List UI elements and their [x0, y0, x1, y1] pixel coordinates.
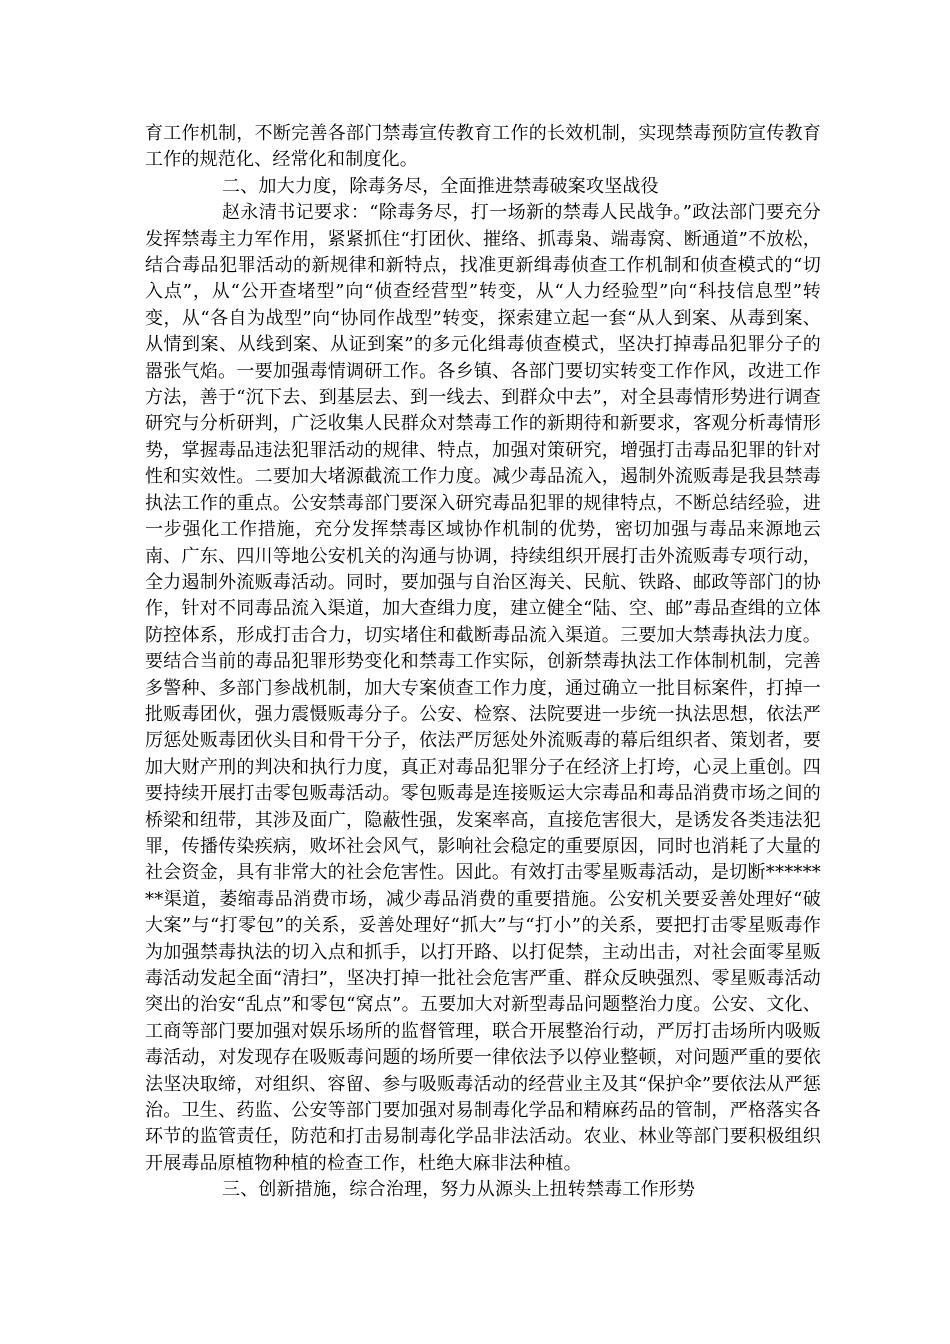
- document-body: [145, 121, 821, 1204]
- intro-paragraph: 育工作机制，不断完善各部门禁毒宣传教育工作的长效机制，实现禁毒预防宣传教育工作的规范化、经常化和制度化。: [145, 123, 821, 171]
- body-paragraph: 赵永清书记要求：“除毒务尽，打一场新的禁毒人民战争。”政法部门要充分发挥禁毒主力军作用，紧紧抓住“打团伙、摧络、抓毒枭、端毒窝、断通道”不放松，结合毒品犯罪活动的新规律和新特点，找准更新缉毒侦查工作机制和侦查模式的“切入点”，从“公开查堵型”向“侦查经营型”转变，从“人力经验型”向“科技信息型”转变，从“各自为战型”向“协同作战型”转变，探索建立起一套“从人到案、从毒到案、从情到案、从线到案、从证到案”的多元化缉毒侦查模式，坚决打掉毒品犯罪分子的嚣张气焰。一要加强毒情调研工作。各乡镇、各部门要切实转变工作作风，改进工作方法，善于“沉下去、到基层去、到一线去、到群众中去”，对全县毒情形势进行调查研究与分析研判，广泛收集人民群众对禁毒工作的新期待和新要求，客观分析毒情形势，掌握毒品违法犯罪活动的规律、特点，加强对策研究，增强打击毒品犯罪的针对性和实效性。二要加大堵源截流工作力度。减少毒品流入，遏制外流贩毒是我县禁毒执法工作的重点。公安禁毒部门要深入研究毒品犯罪的规律特点，不断总结经验，进一步强化工作措施，充分发挥禁毒区域协作机制的优势，密切加强与毒品来源地云南、广东、四川等地公安机关的沟通与协调，持续组织开展打击外流贩毒专项行动，全力遏制外流贩毒活动。同时，要加强与自治区海关、民航、铁路、邮政等部门的协作，针对不同毒品流入渠道，加大查缉力度，建立健全“陆、空、邮”毒品查缉的立体防控体系，形成打击合力，切实堵住和截断毒品流入渠道。三要加大禁毒执法力度。要结合当前的毒品犯罪形势变化和禁毒工作实际，创新禁毒执法工作体制机制，完善多警种、多部门参战机制，加大专案侦查工作力度，通过确立一批目标案件，打掉一批贩毒团伙，强力震慑贩毒分子。公安、检察、法院要进一步统一执法思想，依法严厉惩处贩毒团伙头目和骨干分子，依法严厉惩处外流贩毒的幕后组织者、策划者，要加大财产刑的判决和执行力度，真正对毒品犯罪分子在经济上打垮，心灵上重创。四要持续开展打击零包贩毒活动。零包贩毒是连接贩运大宗毒品和毒品消费市场之间的桥梁和纽带，其涉及面广，隐蔽性强，发案率高，直接危害很大，是诱发各类违法犯罪，传播传染疾病，败坏社会风气，影响社会稳定的重要原因，同时也消耗了大量的社会资金，具有非常大的社会危害性。因此。有效打击零星贩毒活动，是切断********渠道，萎缩毒品消费市场，减少毒品消费的重要措施。公安机关要妥善处理好“破大案”与“打零包”的关系，妥善处理好“抓大”与“打小”的关系，要把打击零星贩毒作为加强禁毒执法的切入点和抓手，以打开路、以打促禁，主动出击，对社会面零星贩毒活动发起全面“清扫”，坚决打掉一批社会危害严重、群众反映强烈、零星贩毒活动突出的治安“乱点”和零包“窝点”。五要加大对新型毒品问题整治力度。公安、文化、工商等部门要加强对娱乐场所的监督管理，联合开展整治行动，严厉打击场所内吸贩毒活动，对发现存在吸贩毒问题的场所要一律依法予以停业整顿，对问题严重的要依法坚决取缔，对组织、容留、参与吸贩毒活动的经营业主及其“保护伞”要依法从严惩治。卫生、药监、公安等部门要加强对易制毒化学品和精麻药品的管制，严格落实各环节的监管责任，防范和打击易制毒化学品非法活动。农业、林业等部门要积极组织开展毒品原植物种植的检查工作，杜绝大麻非法种植。: [145, 202, 821, 1174]
- section-heading-3: 三、创新措施，综合治理，努力从源头上扭转禁毒工作形势: [222, 1179, 696, 1201]
- section-heading-2: 二、加大力度，除毒务尽，全面推进禁毒破案攻坚战役: [222, 175, 659, 197]
